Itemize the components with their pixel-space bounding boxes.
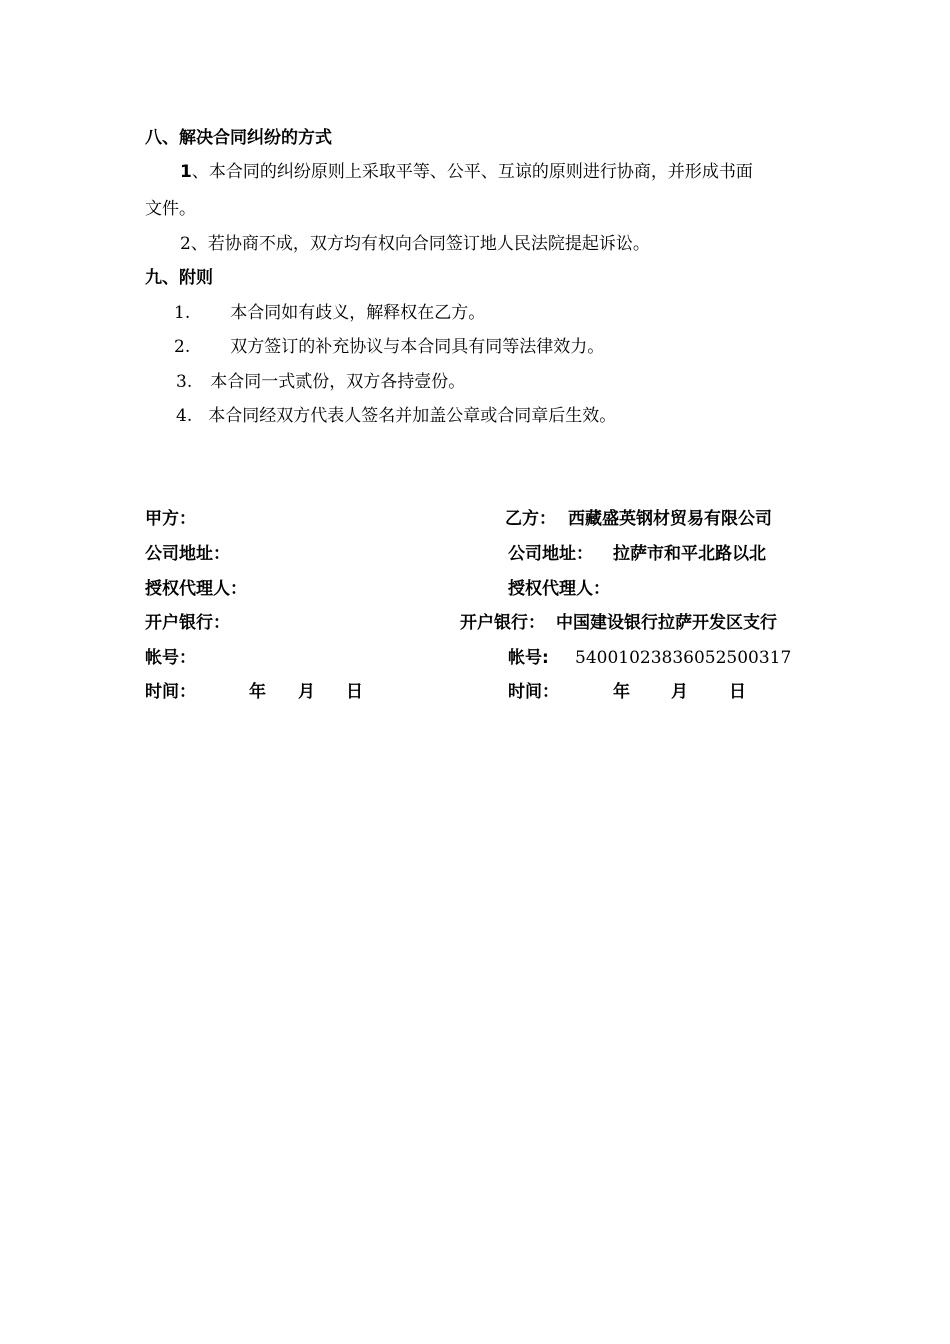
party-a-account-label: 帐号： (145, 648, 196, 668)
party-b-account-value: 54001023836052500317 (575, 648, 792, 668)
party-b-account-label: 帐号: (508, 648, 549, 668)
section-9-item-4-text: 本合同经双方代表人签名并加盖公章或合同章后生效。 (208, 406, 617, 426)
party-b-name-value: 西藏盛英钢材贸易有限公司 (568, 509, 772, 529)
party-a-bank-label: 开户银行： (145, 613, 230, 633)
section-8-item-1-number: 1 (180, 162, 192, 182)
party-b-address-label: 公司地址： (508, 544, 593, 564)
section-9-item-4 (176, 405, 616, 427)
section-9-heading: 九、附则 (145, 268, 213, 288)
section-9-item-3-text: 本合同一式贰份，双方各持壹份。 (210, 372, 466, 392)
party-b-time-label: 时间： (508, 682, 559, 702)
section-9-item-3-number: 3. (176, 372, 193, 392)
party-a-year: 年 (249, 682, 266, 702)
section-8-heading: 八、解决合同纠纷的方式 (145, 128, 332, 148)
section-9-item-2 (174, 336, 604, 358)
section-8-item-1-line-1 (180, 161, 753, 183)
section-8-item-1-line-2: 文件。 (145, 199, 196, 219)
section-9-item-2-text: 双方签订的补充协议与本合同具有同等法律效力。 (230, 337, 605, 357)
party-b-year: 年 (613, 682, 630, 702)
party-b-agent-label: 授权代理人： (508, 579, 610, 599)
party-a-day: 日 (346, 682, 363, 702)
party-a-address-label: 公司地址： (145, 544, 230, 564)
party-a-month: 月 (298, 682, 315, 702)
section-8-item-1-text: 、本合同的纠纷原则上采取平等、公平、互谅的原则进行协商，并形成书面 (191, 162, 753, 182)
party-b-month: 月 (671, 682, 688, 702)
party-b-address-value: 拉萨市和平北路以北 (613, 544, 766, 564)
party-a-time-label: 时间： (145, 682, 196, 702)
section-9-item-1-text: 本合同如有歧义，解释权在乙方。 (230, 303, 486, 323)
party-b-name-label: 乙方： (505, 509, 556, 529)
section-8-item-2: 2、若协商不成，双方均有权向合同签订地人民法院提起诉讼。 (180, 234, 650, 254)
section-9-item-1-number: 1. (174, 303, 191, 323)
party-b-day: 日 (729, 682, 746, 702)
section-9-item-2-number: 2. (174, 337, 191, 357)
party-b-bank-label: 开户银行： (460, 613, 545, 633)
section-9-item-1 (174, 302, 485, 324)
party-a-name-label: 甲方： (145, 509, 196, 529)
section-9-item-3 (176, 371, 465, 393)
section-9-item-4-number: 4. (176, 406, 193, 426)
party-b-bank-value: 中国建设银行拉萨开发区支行 (556, 613, 777, 633)
party-a-agent-label: 授权代理人： (145, 579, 247, 599)
